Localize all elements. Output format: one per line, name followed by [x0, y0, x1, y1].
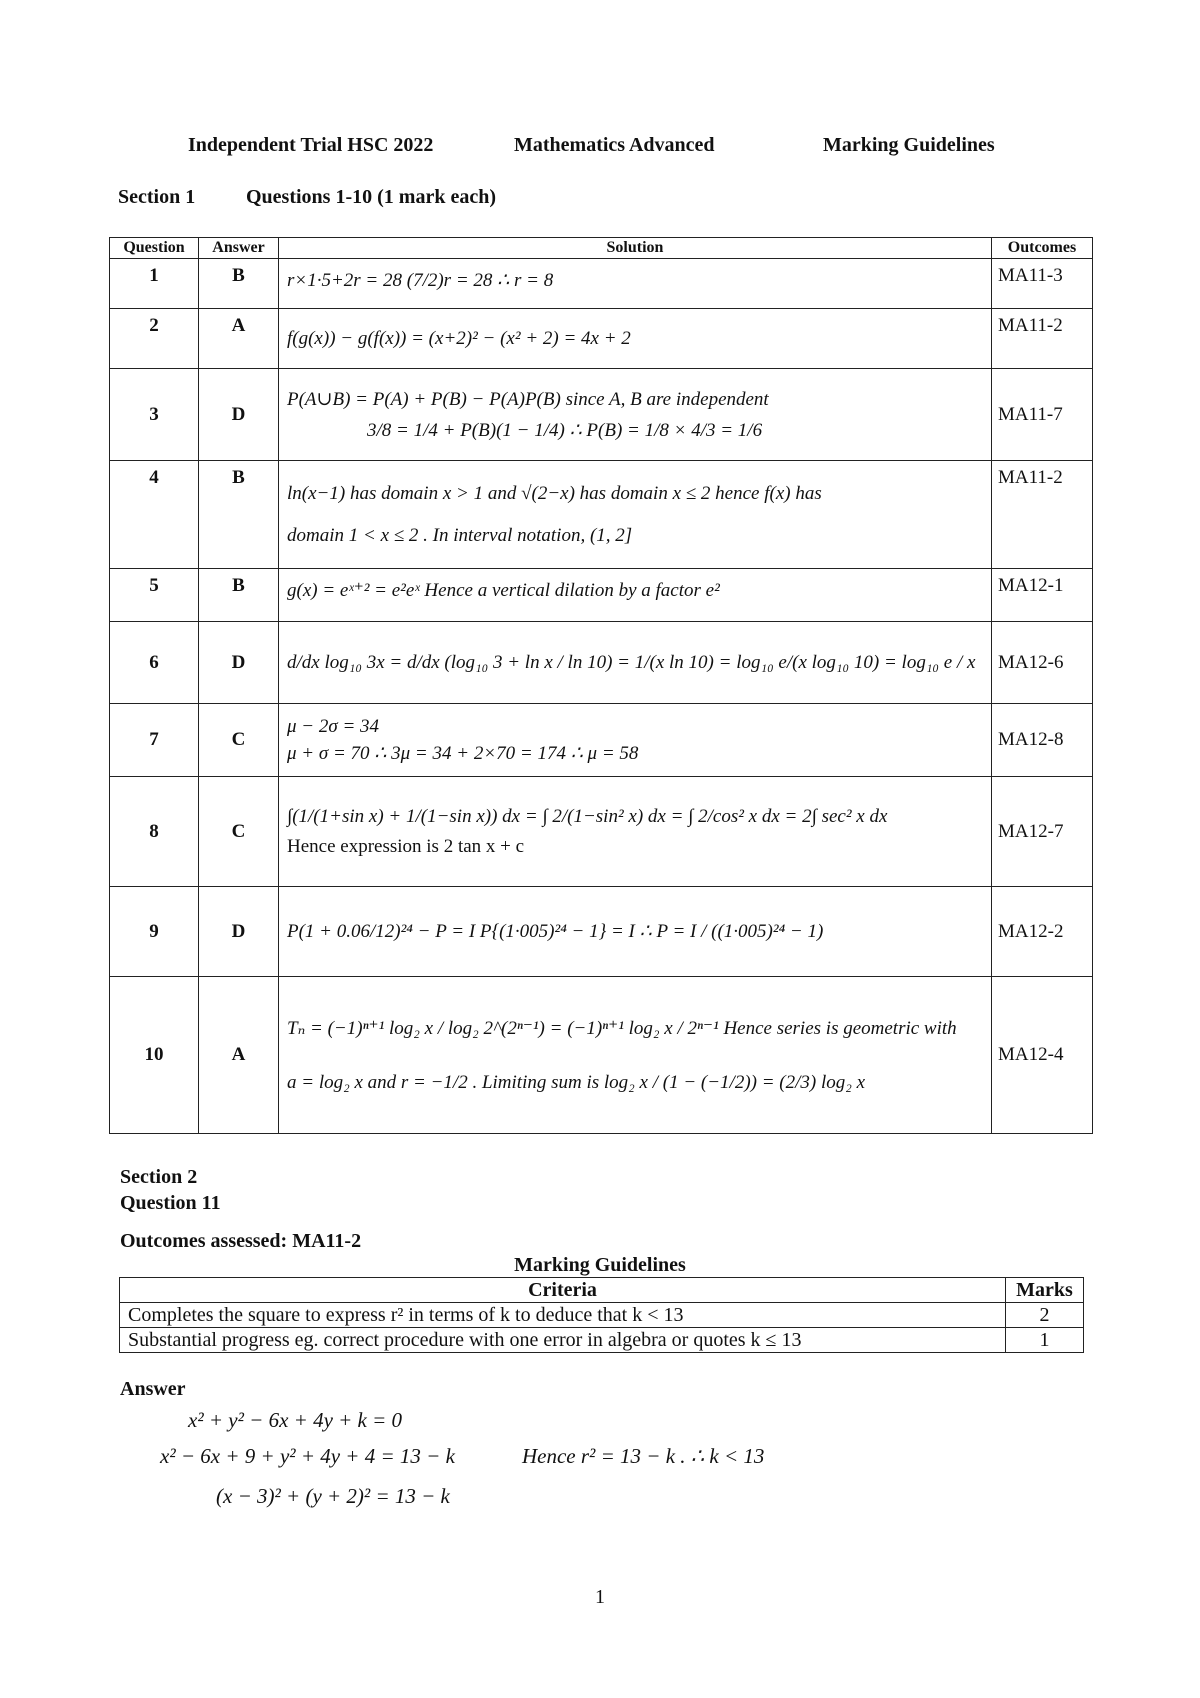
section1-title: Questions 1-10 (1 mark each): [246, 186, 496, 208]
page-header: [0, 134, 1200, 164]
answer-letter: D: [199, 369, 279, 461]
question-number: 7: [110, 704, 199, 777]
question-number: 6: [110, 622, 199, 704]
answer-letter: B: [199, 461, 279, 569]
answer-letter: B: [199, 569, 279, 622]
mcq-answers-table: [109, 237, 1093, 1134]
outcome-code: MA12-2: [992, 887, 1093, 977]
section2-label: Section 2: [120, 1166, 198, 1188]
answer-equation: x² + y² − 6x + 4y + k = 0: [188, 1408, 403, 1432]
criteria-marks: 1: [1006, 1328, 1084, 1353]
criteria-text: Completes the square to express r² in terms of k to deduce that k < 13: [120, 1303, 1006, 1328]
section2-heading: [120, 1164, 221, 1216]
question-number: 4: [110, 461, 199, 569]
table-row: [110, 569, 1093, 622]
page-number: 1: [595, 1586, 605, 1608]
solution-line: r×1·5+2r = 28 (7/2)r = 28 ∴ r = 8: [287, 270, 554, 291]
question-number: 5: [110, 569, 199, 622]
solution-line: d/dx log₁₀ 3x = d/dx (log₁₀ 3 + ln x / ln 10) = 1/(x ln 10) = log₁₀ e/(x log₁₀ 10) = log₁₀ e / x: [287, 651, 976, 673]
marking-guidelines-title: Marking Guidelines: [514, 1254, 686, 1276]
table-row: [110, 622, 1093, 704]
answer-equation: (x − 3)² + (y + 2)² = 13 − k: [216, 1484, 450, 1508]
solution-line: μ + σ = 70 ∴ 3μ = 34 + 2×70 = 174 ∴ μ = 58: [287, 742, 639, 764]
outcome-code: MA12-6: [992, 622, 1093, 704]
answer-letter: B: [199, 259, 279, 309]
section1-label: Section 1: [118, 186, 196, 208]
outcome-code: MA12-7: [992, 777, 1093, 887]
outcome-code: MA11-7: [992, 369, 1093, 461]
question-number: 8: [110, 777, 199, 887]
answer-conclusion: Hence r² = 13 − k . ∴ k < 13: [522, 1444, 765, 1468]
solution-line: ∫(1/(1+sin x) + 1/(1−sin x)) dx = ∫ 2/(1−sin² x) dx = ∫ 2/cos² x dx = 2∫ sec² x dx: [287, 805, 888, 827]
table-header-row: [110, 238, 1093, 259]
table-row: [110, 369, 1093, 461]
outcome-code: MA11-3: [992, 259, 1093, 309]
outcome-code: MA12-8: [992, 704, 1093, 777]
answer-letter: A: [199, 977, 279, 1134]
marks-header: Marks: [1006, 1278, 1084, 1303]
header-solution: Solution: [279, 238, 992, 259]
answer-letter: A: [199, 309, 279, 369]
table-row: [110, 259, 1093, 309]
header-document-type: Marking Guidelines: [823, 134, 995, 156]
table-row: [110, 309, 1093, 369]
outcome-code: MA12-1: [992, 569, 1093, 622]
solution-line: g(x) = eˣ⁺² = e²eˣ Hence a vertical dilation by a factor e²: [287, 580, 720, 601]
question-number: 3: [110, 369, 199, 461]
table-row: [110, 777, 1093, 887]
question-number: 2: [110, 309, 199, 369]
question-number: 10: [110, 977, 199, 1134]
table-row: [110, 977, 1093, 1134]
answer-label: Answer: [120, 1378, 186, 1400]
answer-letter: D: [199, 622, 279, 704]
question-number: 1: [110, 259, 199, 309]
outcomes-assessed: Outcomes assessed: MA11-2: [120, 1230, 362, 1252]
outcome-code: MA12-4: [992, 977, 1093, 1134]
table-row: [120, 1303, 1084, 1328]
question-number: 9: [110, 887, 199, 977]
criteria-table: [119, 1277, 1084, 1353]
table-row: [110, 704, 1093, 777]
solution-line: P(1 + 0.06/12)²⁴ − P = I P{(1·005)²⁴ − 1} = I ∴ P = I / ((1·005)²⁴ − 1): [287, 921, 824, 942]
solution-line: 3/8 = 1/4 + P(B)(1 − 1/4) ∴ P(B) = 1/8 × 4/3 = 1/6: [367, 419, 763, 441]
table-row: [110, 887, 1093, 977]
criteria-text: Substantial progress eg. correct procedure with one error in algebra or quotes k ≤ 13: [120, 1328, 1006, 1353]
table-row: [110, 461, 1093, 569]
answer-letter: C: [199, 704, 279, 777]
outcome-code: MA11-2: [992, 309, 1093, 369]
answer-equation: x² − 6x + 9 + y² + 4y + 4 = 13 − k: [160, 1444, 455, 1468]
solution-line: domain 1 < x ≤ 2 . In interval notation, (1, 2]: [287, 524, 633, 546]
solution-line: a = log₂ x and r = −1/2 . Limiting sum is log₂ x / (1 − (−1/2)) = (2/3) log₂ x: [287, 1071, 866, 1093]
criteria-header-row: [120, 1278, 1084, 1303]
table-row: [120, 1328, 1084, 1353]
section1-heading: [118, 186, 496, 209]
solution-line: Hence expression is 2 tan x + c: [287, 835, 525, 857]
solution-line: ln(x−1) has domain x > 1 and √(2−x) has domain x ≤ 2 hence f(x) has: [287, 482, 822, 504]
answer-letter: C: [199, 777, 279, 887]
outcome-code: MA11-2: [992, 461, 1093, 569]
solution-line: f(g(x)) − g(f(x)) = (x+2)² − (x² + 2) = 4x + 2: [287, 327, 631, 349]
solution-line: P(A∪B) = P(A) + P(B) − P(A)P(B) since A, B are independent: [287, 388, 769, 410]
header-subject: Mathematics Advanced: [514, 134, 715, 156]
header-exam-title: Independent Trial HSC 2022: [188, 134, 434, 156]
header-outcomes: Outcomes: [992, 238, 1093, 259]
criteria-marks: 2: [1006, 1303, 1084, 1328]
solution-line: Tₙ = (−1)ⁿ⁺¹ log₂ x / log₂ 2^(2ⁿ⁻¹) = (−1)ⁿ⁺¹ log₂ x / 2ⁿ⁻¹ Hence series is geometric with: [287, 1017, 957, 1039]
question-title: Question 11: [120, 1192, 221, 1214]
header-answer: Answer: [199, 238, 279, 259]
header-question: Question: [110, 238, 199, 259]
criteria-header: Criteria: [120, 1278, 1006, 1303]
answer-letter: D: [199, 887, 279, 977]
solution-line: μ − 2σ = 34: [287, 715, 380, 737]
